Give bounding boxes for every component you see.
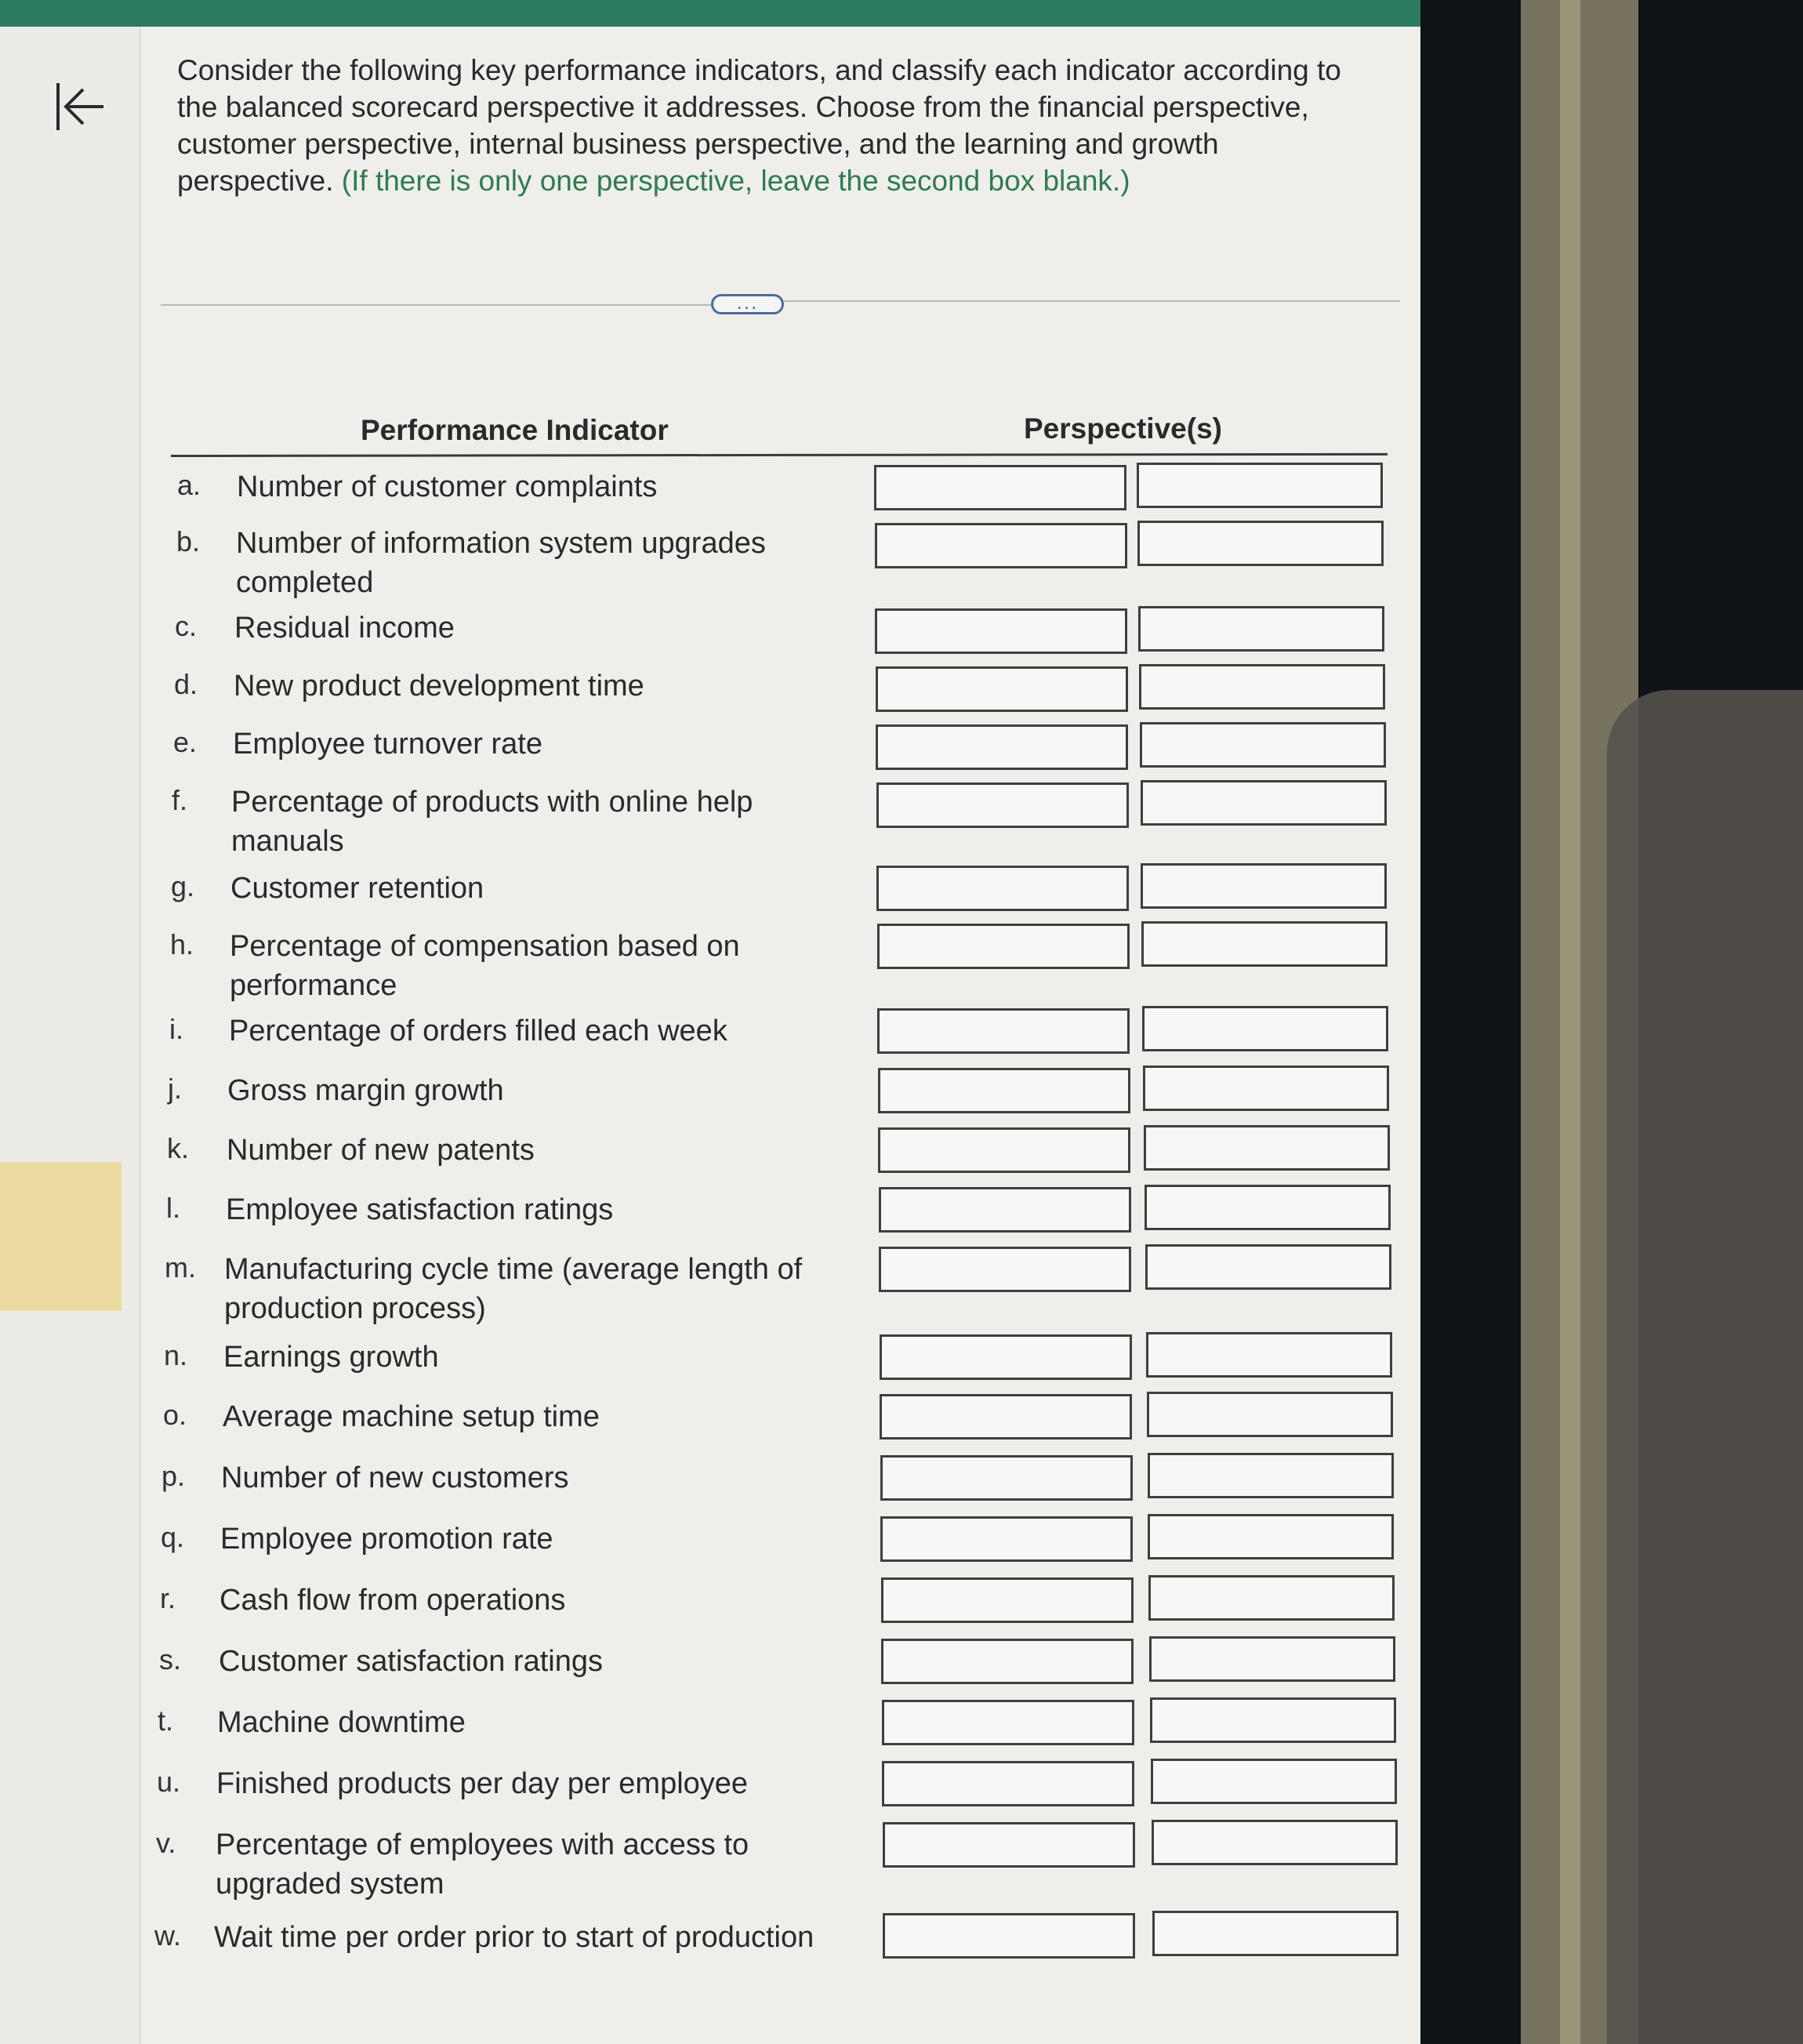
row-letter: o. xyxy=(163,1399,187,1431)
background-fabric xyxy=(1607,690,1803,2044)
prompt-main-text: Consider the following key performance indicators, and classify each indicator according to the balanced scorecard perspective it addresses. Choose from the financial perspective, customer perspective, internal business perspective, and the learning and growth perspective. xyxy=(177,54,1341,197)
row-letter: b. xyxy=(176,525,201,557)
row-letter: g. xyxy=(171,870,195,902)
indicator-text: Cash flow from operations xyxy=(219,1584,566,1617)
perspective-1-dropdown[interactable] xyxy=(880,1394,1132,1440)
perspective-2-dropdown[interactable] xyxy=(1137,463,1383,508)
column-header-indicator: Performance Indicator xyxy=(361,414,669,446)
perspective-1-dropdown[interactable] xyxy=(878,1127,1130,1173)
indicator-text: Employee turnover rate xyxy=(233,728,542,761)
row-letter: t. xyxy=(158,1705,174,1737)
perspective-1-dropdown[interactable] xyxy=(883,1913,1135,1959)
indicator-text: Number of new patents xyxy=(227,1134,535,1167)
perspective-1-dropdown[interactable] xyxy=(876,866,1129,911)
indicator-text: Employee satisfaction ratings xyxy=(226,1193,614,1226)
indicator-text: Finished products per day per employee xyxy=(216,1767,749,1800)
row-letter: p. xyxy=(161,1460,186,1492)
perspective-2-dropdown[interactable] xyxy=(1137,521,1384,566)
perspective-1-dropdown[interactable] xyxy=(876,782,1129,828)
row-letter: l. xyxy=(166,1192,180,1224)
perspective-2-dropdown[interactable] xyxy=(1147,1392,1393,1437)
perspective-1-dropdown[interactable] xyxy=(875,608,1127,654)
indicator-text: Number of new customers xyxy=(221,1461,569,1494)
perspective-1-dropdown[interactable] xyxy=(876,724,1128,770)
perspective-2-dropdown[interactable] xyxy=(1151,1759,1397,1804)
perspective-1-dropdown[interactable] xyxy=(878,1068,1130,1113)
row-letter: u. xyxy=(157,1766,181,1798)
perspective-2-dropdown[interactable] xyxy=(1144,1125,1390,1171)
perspective-2-dropdown[interactable] xyxy=(1143,1066,1389,1111)
perspective-2-dropdown[interactable] xyxy=(1148,1453,1394,1498)
perspective-1-dropdown[interactable] xyxy=(880,1334,1132,1380)
perspective-1-dropdown[interactable] xyxy=(881,1639,1134,1684)
perspective-1-dropdown[interactable] xyxy=(882,1700,1134,1745)
perspective-2-dropdown[interactable] xyxy=(1145,1185,1391,1230)
indicator-text: Percentage of products with online help manuals xyxy=(231,786,753,858)
row-letter: f. xyxy=(172,784,188,816)
perspective-2-dropdown[interactable] xyxy=(1148,1575,1395,1621)
perspective-2-dropdown[interactable] xyxy=(1142,1006,1388,1051)
perspective-2-dropdown[interactable] xyxy=(1152,1820,1398,1865)
row-letter: e. xyxy=(173,726,198,758)
perspective-2-dropdown[interactable] xyxy=(1146,1332,1392,1378)
indicator-text: New product development time xyxy=(234,670,644,703)
indicator-text: Employee promotion rate xyxy=(220,1523,553,1556)
indicator-text: Percentage of compensation based on performance xyxy=(230,930,740,1002)
indicator-text: Manufacturing cycle time (average length of production process) xyxy=(224,1253,803,1325)
indicator-text: Average machine setup time xyxy=(223,1400,600,1433)
indicator-text: Wait time per order prior to start of production xyxy=(214,1921,814,1954)
row-letter: c. xyxy=(175,610,198,642)
indicator-text: Residual income xyxy=(234,612,455,644)
perspective-2-dropdown[interactable] xyxy=(1145,1244,1391,1290)
indicator-text: Percentage of orders filled each week xyxy=(229,1015,727,1047)
perspective-1-dropdown[interactable] xyxy=(877,924,1130,969)
row-letter: r. xyxy=(160,1582,176,1614)
perspective-2-dropdown[interactable] xyxy=(1141,921,1388,967)
column-header-perspective: Perspective(s) xyxy=(1024,412,1222,445)
perspective-1-dropdown[interactable] xyxy=(880,1516,1133,1562)
indicator-text: Customer retention xyxy=(230,872,484,905)
indicator-text: Number of information system upgrades completed xyxy=(236,527,766,599)
indicator-text: Machine downtime xyxy=(217,1706,466,1739)
row-letter: v. xyxy=(156,1827,176,1859)
perspective-1-dropdown[interactable] xyxy=(880,1455,1133,1501)
row-letter: d. xyxy=(174,668,198,700)
perspective-1-dropdown[interactable] xyxy=(874,465,1126,510)
indicator-text: Percentage of employees with access to upgraded system xyxy=(216,1828,749,1901)
perspective-1-dropdown[interactable] xyxy=(876,666,1128,712)
row-letter: w. xyxy=(154,1919,182,1951)
row-letter: a. xyxy=(177,469,201,501)
indicator-text: Customer satisfaction ratings xyxy=(219,1645,603,1678)
perspective-1-dropdown[interactable] xyxy=(883,1822,1135,1868)
row-letter: i. xyxy=(169,1013,183,1045)
row-letter: s. xyxy=(159,1643,182,1675)
perspective-2-dropdown[interactable] xyxy=(1150,1697,1396,1743)
row-letter: m. xyxy=(165,1251,196,1283)
indicator-text: Number of customer complaints xyxy=(237,470,658,503)
perspective-2-dropdown[interactable] xyxy=(1141,863,1387,909)
perspective-1-dropdown[interactable] xyxy=(875,523,1127,568)
perspective-2-dropdown[interactable] xyxy=(1138,606,1384,652)
perspective-1-dropdown[interactable] xyxy=(879,1187,1131,1233)
indicator-text: Gross margin growth xyxy=(227,1074,504,1107)
row-letter: j. xyxy=(168,1073,182,1105)
prompt-note: (If there is only one perspective, leave the second box blank.) xyxy=(341,165,1130,197)
indicator-text: Earnings growth xyxy=(223,1341,439,1374)
row-letter: n. xyxy=(164,1339,188,1371)
perspective-2-dropdown[interactable] xyxy=(1148,1514,1394,1559)
perspective-2-dropdown[interactable] xyxy=(1139,664,1385,710)
perspective-1-dropdown[interactable] xyxy=(882,1761,1134,1806)
perspective-2-dropdown[interactable] xyxy=(1152,1911,1399,1956)
perspective-2-dropdown[interactable] xyxy=(1149,1636,1395,1682)
background-panel-highlight xyxy=(1560,0,1580,2044)
perspective-1-dropdown[interactable] xyxy=(879,1247,1131,1292)
row-letter: q. xyxy=(161,1521,185,1553)
perspective-2-dropdown[interactable] xyxy=(1140,722,1386,768)
perspective-2-dropdown[interactable] xyxy=(1141,780,1387,826)
row-letter: k. xyxy=(167,1132,190,1164)
more-horizontal-icon: ... xyxy=(736,290,759,314)
row-letter: h. xyxy=(170,928,194,960)
perspective-1-dropdown[interactable] xyxy=(881,1577,1134,1623)
perspective-1-dropdown[interactable] xyxy=(877,1008,1130,1054)
